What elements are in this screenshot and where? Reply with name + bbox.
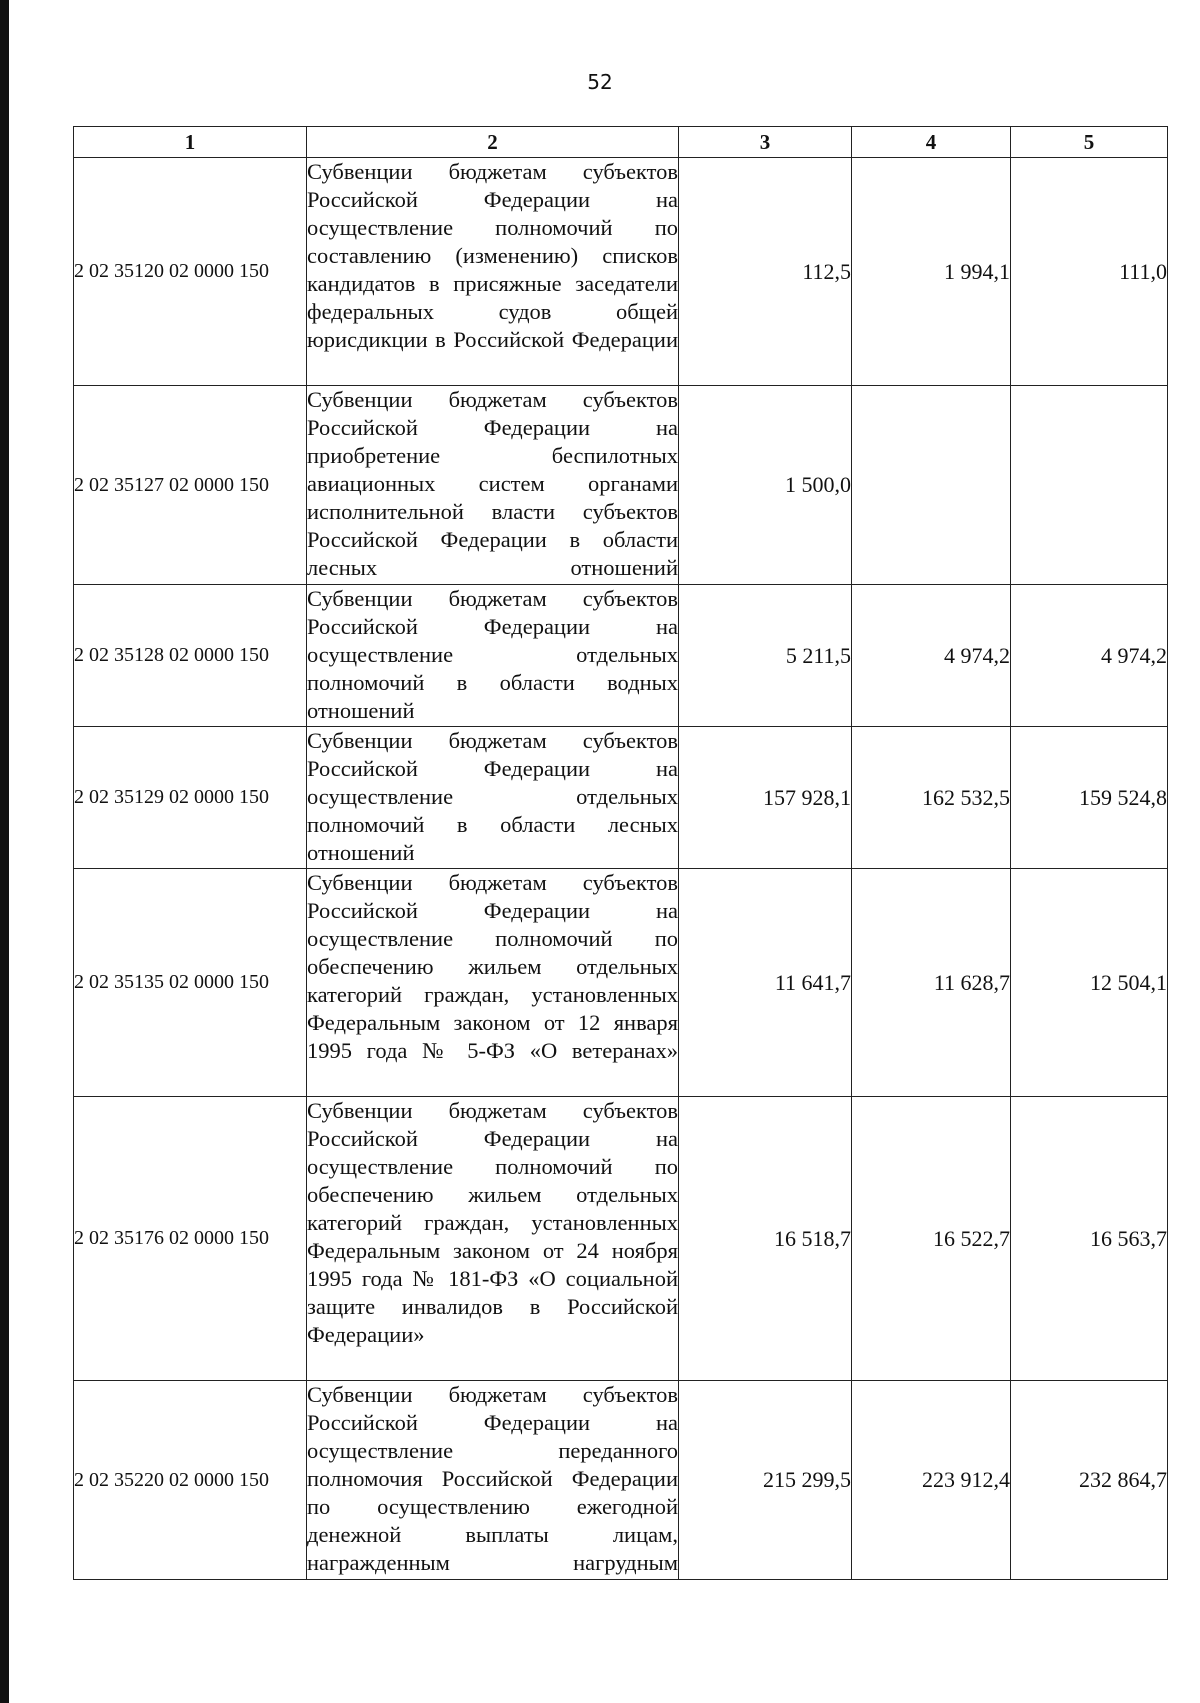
column-header: 2 — [307, 127, 679, 158]
value-col3: 157 928,1 — [679, 727, 852, 869]
page-number: 52 — [587, 70, 613, 94]
value-col3: 5 211,5 — [679, 585, 852, 727]
column-header: 5 — [1011, 127, 1168, 158]
value-col5: 12 504,1 — [1011, 869, 1168, 1097]
value-col5: 159 524,8 — [1011, 727, 1168, 869]
value-col3: 215 299,5 — [679, 1381, 852, 1580]
table-row — [74, 727, 1168, 869]
value-col5: 111,0 — [1011, 158, 1168, 386]
scan-edge — [0, 0, 9, 1703]
value-col3: 1 500,0 — [679, 386, 852, 585]
budget-code: 2 02 35127 02 0000 150 — [74, 386, 307, 585]
value-col4: 1 994,1 — [852, 158, 1011, 386]
description: Субвенции бюджетам субъектов Российской Федерации на осуществление полномочий по обеспечению жильем отдельных категорий граждан, установленных Федеральным законом от 24 ноября 1995 года № 181-ФЗ «О социальной защите инвалидов в Российской Федерации» — [307, 1097, 679, 1381]
value-col4: 223 912,4 — [852, 1381, 1011, 1580]
table-row — [74, 1381, 1168, 1580]
value-col3: 16 518,7 — [679, 1097, 852, 1381]
description: Субвенции бюджетам субъектов Российской Федерации на приобретение беспилотных авиационных систем органами исполнительной власти субъектов Российской Федерации в области лесных отношений — [307, 386, 679, 585]
budget-table — [73, 126, 1168, 1580]
table-row — [74, 386, 1168, 585]
budget-code: 2 02 35128 02 0000 150 — [74, 585, 307, 727]
value-col4: 4 974,2 — [852, 585, 1011, 727]
header-row — [74, 127, 1168, 158]
value-col4: 162 532,5 — [852, 727, 1011, 869]
description: Субвенции бюджетам субъектов Российской Федерации на осуществление полномочий по обеспечению жильем отдельных категорий граждан, установленных Федеральным законом от 12 января 1995 года № 5-ФЗ «О ветеранах» — [307, 869, 679, 1097]
column-header: 4 — [852, 127, 1011, 158]
budget-code: 2 02 35129 02 0000 150 — [74, 727, 307, 869]
budget-code: 2 02 35176 02 0000 150 — [74, 1097, 307, 1381]
table-row — [74, 158, 1168, 386]
table-row — [74, 585, 1168, 727]
budget-code: 2 02 35220 02 0000 150 — [74, 1381, 307, 1580]
table-row — [74, 869, 1168, 1097]
value-col5 — [1011, 386, 1168, 585]
value-col5: 232 864,7 — [1011, 1381, 1168, 1580]
value-col3: 11 641,7 — [679, 869, 852, 1097]
value-col5: 16 563,7 — [1011, 1097, 1168, 1381]
value-col4 — [852, 386, 1011, 585]
description: Субвенции бюджетам субъектов Российской Федерации на осуществление отдельных полномочий в области водных отношений — [307, 585, 679, 727]
value-col5: 4 974,2 — [1011, 585, 1168, 727]
table-row — [74, 1097, 1168, 1381]
budget-code: 2 02 35135 02 0000 150 — [74, 869, 307, 1097]
budget-code: 2 02 35120 02 0000 150 — [74, 158, 307, 386]
description: Субвенции бюджетам субъектов Российской Федерации на осуществление полномочий по составлению (изменению) списков кандидатов в присяжные заседатели федеральных судов общей юрисдикции в Российской Федерации — [307, 158, 679, 386]
description: Субвенции бюджетам субъектов Российской Федерации на осуществление переданного полномочия Российской Федерации по осуществлению ежегодной денежной выплаты лицам, награжденным нагрудным — [307, 1381, 679, 1580]
value-col3: 112,5 — [679, 158, 852, 386]
value-col4: 11 628,7 — [852, 869, 1011, 1097]
description: Субвенции бюджетам субъектов Российской Федерации на осуществление отдельных полномочий в области лесных отношений — [307, 727, 679, 869]
column-header: 3 — [679, 127, 852, 158]
column-header: 1 — [74, 127, 307, 158]
value-col4: 16 522,7 — [852, 1097, 1011, 1381]
